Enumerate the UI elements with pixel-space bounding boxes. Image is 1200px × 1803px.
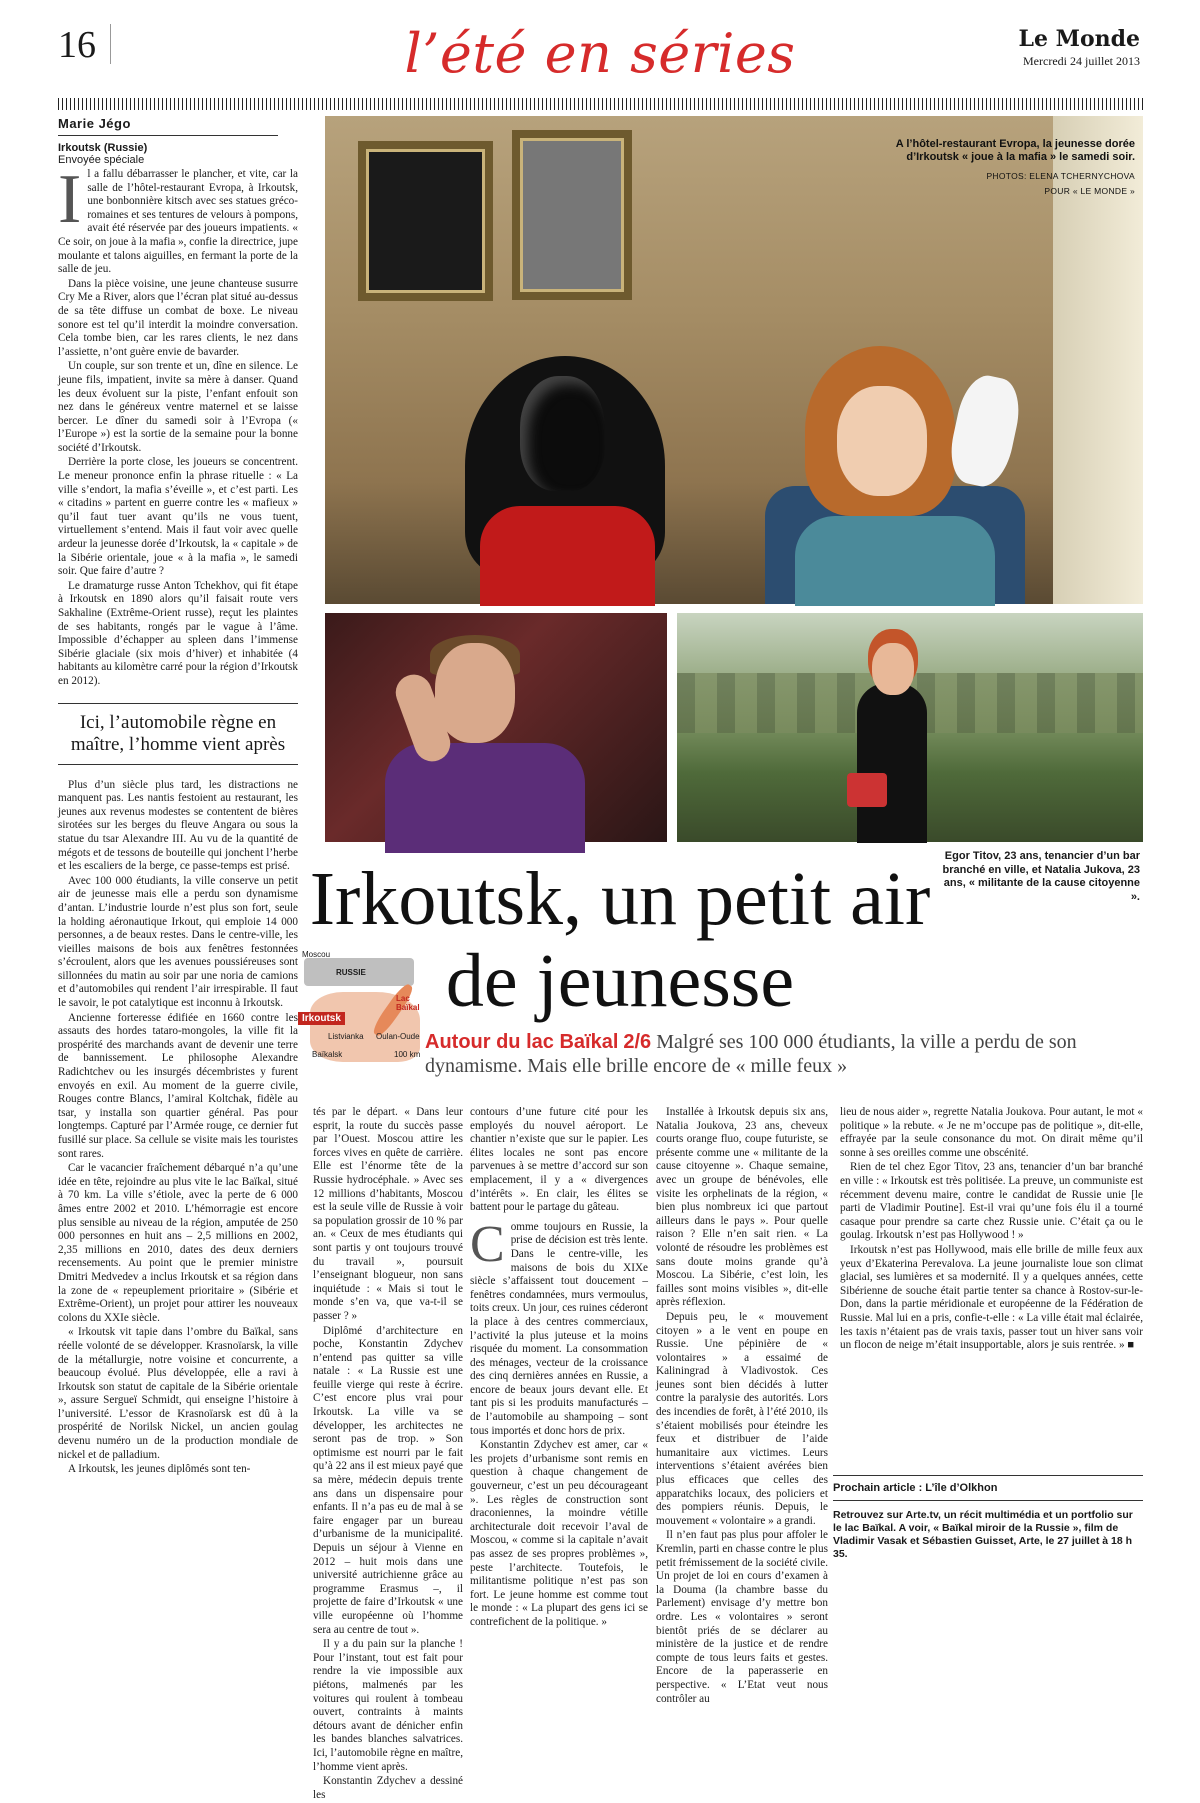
- redhead-woman: [795, 346, 1015, 604]
- black-mask: [520, 376, 605, 491]
- photo-egor: [325, 613, 667, 842]
- arte-promo: Retrouvez sur Arte.tv, un récit multimédia et un portfolio sur le lac Baïkal. A voir, « Baïkal miroir de la Russie », film de Vladimir Vasak et Sébastien Guisset, Arte, le 27 juillet à 18 h 35.: [833, 1509, 1133, 1560]
- paragraph: « Irkoutsk vit tapie dans l’ombre du Baïkal, sans réelle volonté de se développer. Krasnoïarsk, la ville de la métallurgie, notre voisine et concurrente, a beaucoup évolué. Plus développée, elle a ravi à Irkoutsk son statut de capitale de la Sibérie orientale », assure Sergueï Schmidt, qui enseigne l’histoire à l’université. L’essor de Krasnoïarsk est dû à la prospérité de Norilsk Nickel, un ancien goulag devenu numéro un de la production mondiale de nickel et de palladium.: [58, 1326, 298, 1461]
- map-label: Baïkalsk: [312, 1050, 343, 1059]
- map-scale: 100 km: [394, 1050, 421, 1059]
- section-title: l’été en séries: [404, 22, 796, 85]
- map-label: Oulan-Oude: [376, 1032, 420, 1041]
- white-mask: [944, 371, 1026, 491]
- paragraph: A Irkoutsk, les jeunes diplômés sont ten-: [68, 1463, 251, 1476]
- series-number: 2/6: [623, 1031, 652, 1053]
- paragraph: Comme toujours en Russie, la prise de décision est très lente. Dans le centre-ville, les maisons de bois du XIXe siècle s’affaissent tout doucement – fenêtres condamnées, murs vermoulus, toits creux. Un jour, ces ruines céderont la place à des centres commerciaux, l’activité la plus juteuse et la moins risquée du moment. La consommation des ménages, vecteur de la croissance des cinq dernières années en Russie, a encore de beaux jours devant elle. Et tant pis si les produits manufacturés – de l’automobile au shampoing – sont tous importés et donc hors de prix.: [470, 1215, 648, 1437]
- newspaper-logo: Le Monde: [1018, 26, 1140, 52]
- paragraph: Rien de tel chez Egor Titov, 23 ans, tenancier d’un bar branché en ville : « Irkoutsk est très politisée. La preuve, un communiste est récemment devenu maire, contre le candidat de Russie unie [le parti de Vladimir Poutine]. Est-il vrai qu’une fois élu il a tourné casaque pour prendre sa carte chez Russie unie. C’était ça ou le goulag. Irkoutsk n’est pas Hollywood ! »: [840, 1161, 1143, 1242]
- paragraph: Un couple, sur son trente et un, dîne en silence. Le jeune fils, impatient, invite sa mère à danser. Quand les deux évoluent sur la piste, l’enfant enfouit son nez dans le généreux ventre maternel et se laisse bercer. Le dîner du samedi soir à l’Evropa (« l’Europe ») est la sortie de la semaine pour la bonne société d’Irkoutsk.: [58, 360, 298, 454]
- next-article: Prochain article : L’île d’Olkhon: [833, 1475, 1143, 1501]
- column-5: [840, 1106, 1143, 1466]
- paragraph: Il n’en faut pas plus pour affoler le Kremlin, parti en chasse contre le plus petit frémissement de la société civile. Un projet de loi en cours d’examen à la Douma (la chambre basse du Parlement) envisage d’y mettre bon ordre. Les « volontaires » seront bientôt priés de se déclarer au ministère de la justice et de rendre compte de tous leurs faits et gestes. Encore de la paperasserie en perspective. « L’Etat veut nous contrôler au: [656, 1529, 828, 1705]
- caption-text: A l’hôtel-restaurant Evropa, la jeunesse dorée d’Irkoutsk « joue à la mafia » le samedi soir.: [895, 138, 1135, 163]
- headline: Irkoutsk, un petit air de jeunesse: [309, 857, 931, 1023]
- column-1: [58, 161, 298, 1478]
- deck-text: Malgré ses 100 000 étudiants, la ville a perdu de son dynamisme. Mais elle brille encore de « mille feux »: [425, 1031, 1077, 1077]
- portrait-frame-right: [512, 130, 632, 300]
- crosshead-quote: Ici, l’automobile règne en maître, l’homme vient après: [58, 703, 298, 765]
- paragraph: Ancienne forteresse édifiée en 1660 contre les assauts des hordes tataro-mongoles, la ville fit la prospérité des marchands avant de devenir une terre de bannissement. Le philosophe Alexandre Radichtchev ou les insurgés décembristes y furent envoyés en exil. Au moment de la guerre civile, Rouges contre Blancs, l’amiral Koltchak, fidèle au tsar, y installa son quartier général. Pas pour longtemps. Capturé par l’Armée rouge, ce dernier fut fusillé sur place. Sa cellule se visite mais les touristes sont rares.: [58, 1011, 298, 1160]
- dateline-place: Irkoutsk (Russie): [58, 142, 148, 154]
- author-role: Envoyée spéciale: [58, 154, 145, 166]
- paragraph: Dans la pièce voisine, une jeune chanteuse susurre Cry Me a River, alors que l’écran plat situé au-dessus de sa tête diffuse un combat de boxe. Le niveau sonore est tel qu’il interdit la moindre conversation. Cela tombe bien, car les rares clients, le nez dans l’assiette, n’ont guère envie de bavarder.: [58, 277, 298, 358]
- dropcap: I: [58, 161, 82, 238]
- masthead: [1018, 26, 1140, 69]
- dropcap: C: [470, 1215, 505, 1273]
- masked-woman: [465, 356, 665, 604]
- paragraph: Avec 100 000 étudiants, la ville conserve un petit air de jeunesse mais elle a perdu son dynamisme d’antan. L’industrie lourde n’est plus son fort, seule la holding aéronautique Irkout, qui emploie 14 000 personnes, a de beaux restes. Dans le centre-ville, les vieilles maisons de bois aux fenêtres festonnées s’écroulent, alors que les avenues poussiéreuses sont sillonnées du matin au soir par une noria de camions et d’automobiles qui rendent l’air irrespirable. Il faut le savoir, le pot catalytique est inconnu à Irkoutsk.: [58, 874, 298, 1010]
- deck: [425, 1030, 1145, 1078]
- paragraph: Installée à Irkoutsk depuis six ans, Natalia Joukova, 23 ans, cheveux courts orange fluo, coupe futuriste, se présente comme une « militante de la cause citoyenne ». Chaque semaine, avec un groupe de bénévoles, elle visite les orphelinats de la région, « bien plus nombreux ici que partout ailleurs dans le pays ». Pour quelle raison ? Elle n’en sait rien. « La volonté de résoudre les problèmes est sans doute moins grande qu’à Moscou. La Sibérie, c’est loin, les failles sont moins visibles », dit-elle après réflexion.: [656, 1106, 828, 1309]
- paragraph: Derrière la porte close, les joueurs se concentrent. Le meneur prononce enfin la phrase rituelle : « La ville s’endort, la mafia s’éveille », et c’est parti. Les « citadins » partent en guerre contre les « mafieux » qu’il faut tuer avant qu’ils ne vous tuent, virtuellement s’entend. Mais il faut voir avec quelle ardeur la jeunesse dorée d’Irkoutsk, la « capitale » de la Sibérie orientale, joue « à la mafia », le samedi soir. Que faire d’autre ?: [58, 456, 298, 578]
- photo-caption-side: Egor Titov, 23 ans, tenancier d’un bar branché en ville, et Natalia Jukova, 23 ans, « militante de la cause citoyenne ».: [942, 850, 1140, 903]
- page-number: 16: [58, 24, 96, 66]
- map-label: RUSSIE: [336, 968, 366, 977]
- map-label: Listvianka: [328, 1032, 364, 1041]
- next-article-box: [833, 1475, 1143, 1561]
- paragraph: Konstantin Zdychev est amer, car « les projets d’urbanisme sont remis en question à chaque changement de gouverneur, c’est un peu décourageant ». Les règles de construction sont draconiennes, la moindre vétille architecturale doit recevoir l’aval de Moscou, « comme si la capitale n’avait pas assez de ses propres problèmes », peste l’architecte. Toutefois, le militantisme politique n’est pas son fort. Le jeune homme est comme tout le monde : « La plupart des gens ici se contrefichent de la politique. »: [470, 1439, 648, 1628]
- location-map: [298, 950, 428, 1070]
- kicker: Autour du lac Baïkal: [425, 1031, 619, 1053]
- paragraph: Konstantin Zdychev a dessiné les: [313, 1775, 463, 1801]
- map-label-irkoutsk: Irkoutsk: [298, 1012, 345, 1025]
- paragraph: Depuis peu, le « mouvement citoyen » a le vent en poupe en Russie. Une pépinière de « volontaires » a essaimé de Kaliningrad à Vladivostok. Ces jeunes sont bien décidés à lutter contre la paralysie des autorités. Lors des incendies de forêt, à l’été 2010, ils s’étaient mobilisés pour éteindre les feux et distribuer de l’aide humanitaire aux victimes. Leurs interventions s’étaient avérées bien plus efficaces que celles des apparatchiks locaux, des policiers et des pompiers réunis. Depuis, le mouvement « volontaire » a grandi.: [656, 1310, 828, 1527]
- column-3: [470, 1106, 648, 1631]
- portrait-frame-left: [358, 141, 493, 301]
- paragraph: Plus d’un siècle plus tard, les distractions ne manquent pas. Les nantis festoient au restaurant, les jeunes aux revenus modestes se contentent de bières sirotées sur les berges du fleuve Angara ou sous la statue du tsar Alexandre III. Au vu de la quantité de mégots et de tessons de bouteille qui jonchent l’herbe et les escaliers de la berge, ce passe-temps est prisé.: [58, 778, 298, 873]
- byline: [58, 116, 298, 166]
- paragraph: Diplômé d’architecture en poche, Konstantin Zdychev n’entend pas quitter sa ville natale : « La Russie est une feuille vierge qui reste à écrire. C’est encore plus vrai pour Irkoutsk. La ville va se développer, les architectes ne seront pas de trop. » Son optimisme est nourri par le fait qu’à 22 ans il est mieux payé que sa mère, médecin depuis trente ans dans un dispensaire pour enfants. Il n’a pas eu de mal à se faire engager par un bureau d’urbanisme de la municipalité. Depuis un séjour à Vienne en 2012 – huit mois dans une université autrichienne grâce au programme Erasmus –, il projette de faire d’Irkoutsk « une ville européenne où l’homme sera au centre de tout ».: [313, 1324, 463, 1636]
- author-name: Marie Jégo: [58, 116, 278, 136]
- paragraph: tés par le départ. « Dans leur esprit, la route du succès passe par l’Ouest. Moscou attire les forces vives en quête de carrière. Elle est l’énorme tête de la Russie hydrocéphale. » Avec ses 12 millions d’habitants, Moscou est la seule ville de Russie à voir sa population grossir de 10 % par an. « Ceux de mes étudiants qui sont partis y ont toujours trouvé du travail », poursuit l’enseignant blogueur, non sans inquiétude : « Mais si tout le monde s’en va, que va-t-il se passer ? »: [313, 1106, 463, 1322]
- photo-caption-top: [895, 138, 1135, 198]
- paragraph: Il y a du pain sur la planche ! Pour l’instant, tout est fait pour rendre la vie impossible aux piétons, malmenés par les voitures qui roulent à tombeau ouvert, contraints à maints détours avant de dénicher enfin les bandes blanches salvatrices. Ici, l’automobile règne en maître, l’homme vient après.: [313, 1638, 463, 1773]
- paragraph: Irkoutsk n’est pas Hollywood, mais elle brille de mille feux aux yeux d’Ekaterina Perevalova. La jeune journaliste loue son climat glacial, ses lumières et sa modernité. Il y a quelques années, cette Sibérienne de souche était partie tenter sa chance à Rostov-sur-le-Don, dans la partie méridionale et européenne de la Fédération de Russie. Mal lui en a pris, confie-t-elle : « La ville était mal éclairée, les taxis n’étaient pas de vrais taxis, passer tout un hiver sans voir un flocon de neige m’était insupportable, alors je suis rentrée. » ■: [840, 1243, 1143, 1352]
- map-label: Lac Baïkal: [396, 994, 420, 1012]
- paragraph: Il a fallu débarrasser le plancher, et vite, car la salle de l’hôtel-restaurant Evropa, à Irkoutsk, une bonbonnière kitsch avec ses statues gréco-romaines et ses tentures de velours à pompons, avait été réservée par des joueurs impatients. « Ce soir, on joue à la mafia », confie la directrice, jupe moulante et talons aiguilles, en fermant la porte de la salle de jeu.: [58, 161, 298, 276]
- photo-credit: POUR « LE MONDE »: [1044, 186, 1135, 196]
- paragraph: Car le vacancier fraîchement débarqué n’a qu’une idée en tête, rejoindre au plus vite le lac Baïkal, situé à 70 km. La ville s’étiole, avec la perte de 6 000 âmes entre 2002 et 2010. L’hémorragie est encore plus sensible au niveau de la région, amputée de 250 000 personnes en huit ans – 2,5 millions en 2002, 2,35 millions en 2010, dates des deux derniers recensements. Au point que le premier ministre Dmitri Medvedev a inclus Irkoutsk et sa région dans la zone de « repeuplement prioritaire » (Sibérie et Extrême-Orient), un projet pour attirer les nouveaux colons du XXIe siècle.: [58, 1162, 298, 1324]
- issue-date: Mercredi 24 juillet 2013: [1023, 54, 1140, 68]
- paragraph: contours d’une future cité pour les employés du nouvel aéroport. Le chantier n’existe que sur le papier. Les élites locales ne sont pas encore parvenues à se mettre d’accord sur son emplacement, il y a « divergences d’intérêts ». En clair, les élites se battent pour le partage du gâteau.: [470, 1106, 648, 1214]
- map-label: Moscou: [302, 950, 331, 959]
- column-2: [313, 1106, 463, 1803]
- paragraph: Le dramaturge russe Anton Tchekhov, qui fit étape à Irkoutsk en 1890 alors qu’il faisait route vers Sakhaline (Extrême-Orient russe), reçut les plaintes de ses habitants, rongés par le vague à l’âme. Impossible d’échapper au spleen dans l’immense Sibérie glaciale (six mois d’hiver) et inhabitée (4 habitants au kilomètre carré pour la région d’Irkoutsk en 2012).: [58, 579, 298, 687]
- photo-natalia: [677, 613, 1143, 842]
- paragraph: lieu de nous aider », regrette Natalia Joukova. Pour autant, le mot « politique » la rebute. « Je ne m’occupe pas de politique », dit-elle, effrayée par la seule consonance du mot. On dirait même qu’il sonne à ses oreilles comme une obscénité.: [840, 1106, 1143, 1159]
- photo-credit: PHOTOS: ELENA TCHERNYCHOVA: [986, 171, 1135, 181]
- hatch-rule: [58, 98, 1143, 110]
- column-4: [656, 1106, 828, 1707]
